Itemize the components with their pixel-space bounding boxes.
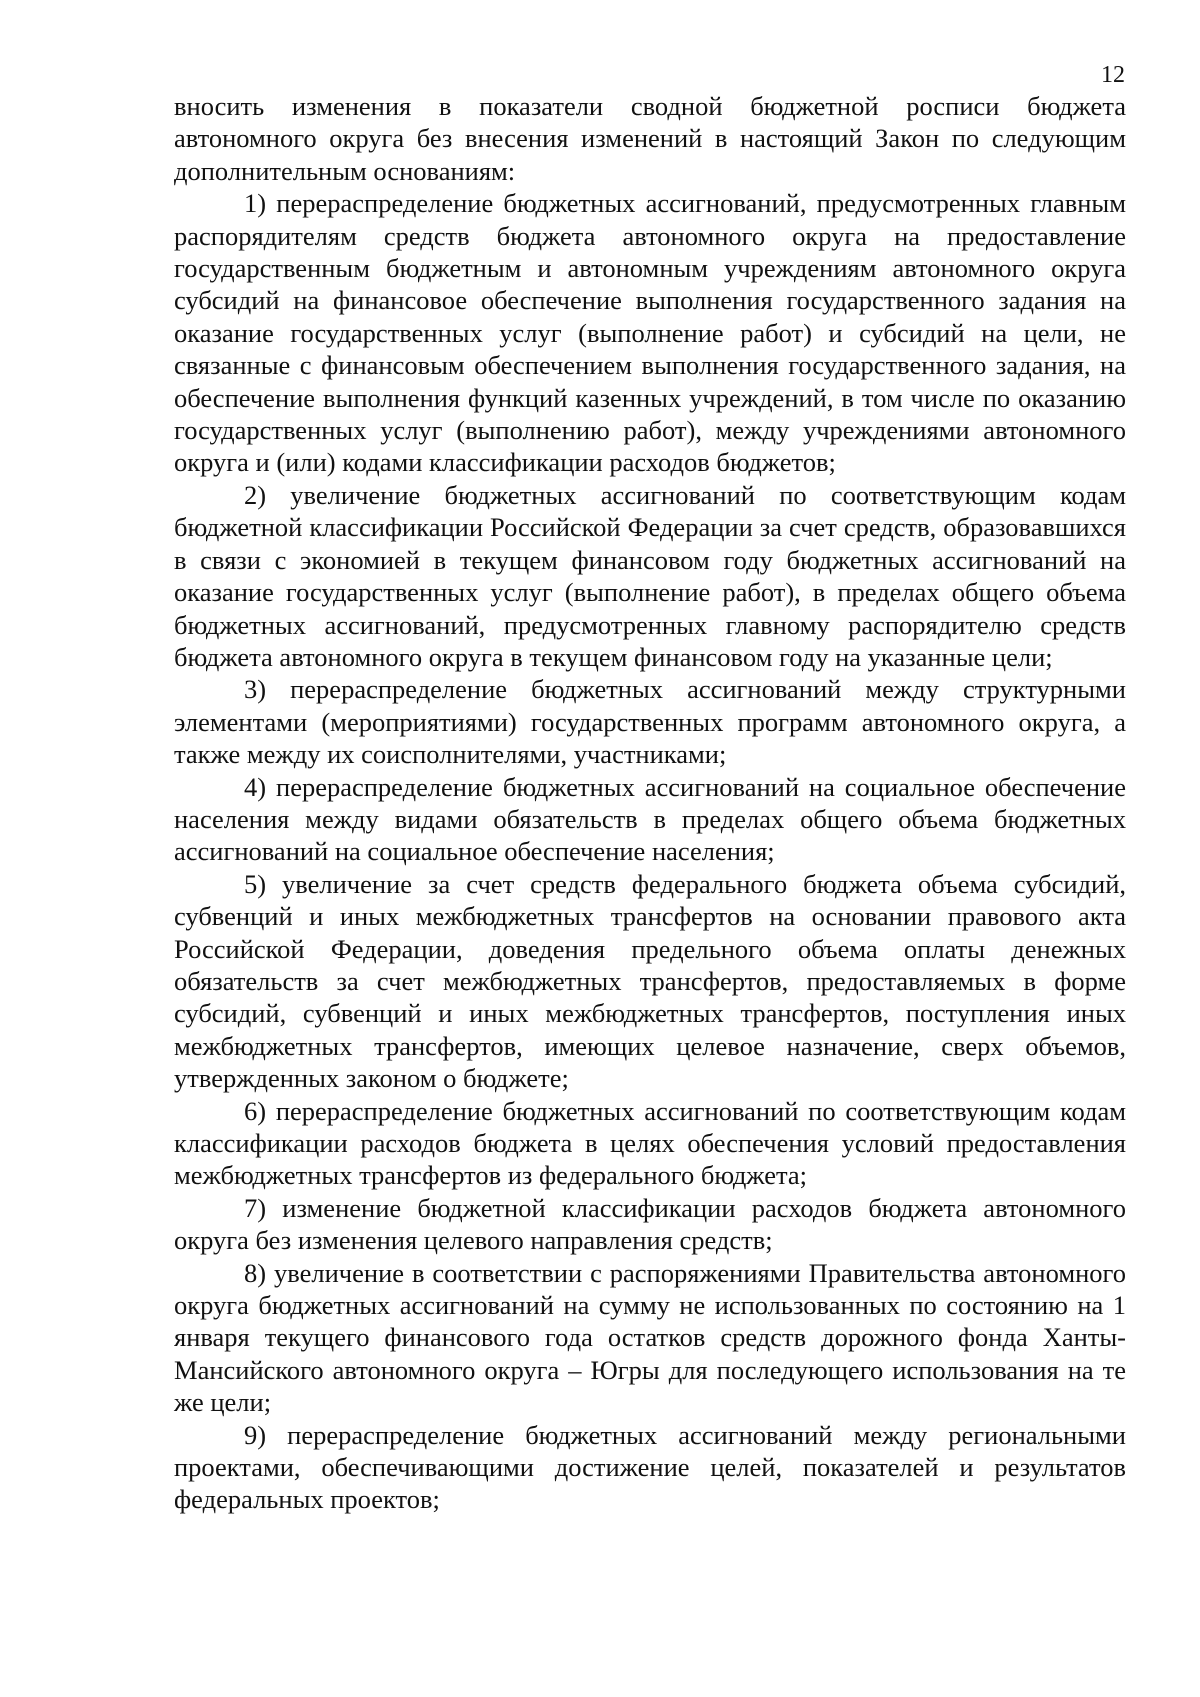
list-item-3: 3) перераспределение бюджетных ассигнований между структурными элементами (мероприятиями) государственных программ автономного округа, а также между их соисполнителями, участниками; bbox=[174, 674, 1126, 770]
list-item-8: 8) увеличение в соответствии с распоряжениями Правительства автономного округа бюджетных ассигнований на сумму не использованных по состоянию на 1 января текущего финансового года остатков средств дорожного фонда Ханты-Мансийского автономного округа – Югры для последующего использования на те же цели; bbox=[174, 1257, 1126, 1418]
list-item-7: 7) изменение бюджетной классификации расходов бюджета автономного округа без изменения целевого направления средств; bbox=[174, 1192, 1126, 1256]
list-item-5: 5) увеличение за счет средств федерального бюджета объема субсидий, субвенций и иных межбюджетных трансфертов на основании правового акта Российской Федерации, доведения предельного объема оплаты денежных обязательств за счет межбюджетных трансфертов, предоставляемых в форме субсидий, субвенций и иных межбюджетных трансфертов, поступления иных межбюджетных трансфертов, имеющих целевое назначение, сверх объемов, утвержденных законом о бюджете; bbox=[174, 868, 1126, 1094]
document-body bbox=[174, 90, 1126, 1516]
paragraph-intro: вносить изменения в показатели сводной бюджетной росписи бюджета автономного округа без внесения изменений в настоящий Закон по следующим дополнительным основаниям: bbox=[174, 91, 1126, 186]
list-item-9: 9) перераспределение бюджетных ассигнований между региональными проектами, обеспечивающими достижение целей, показателей и результатов федеральных проектов; bbox=[174, 1419, 1126, 1515]
list-item-2: 2) увеличение бюджетных ассигнований по соответствующим кодам бюджетной классификации Российской Федерации за счет средств, образовавшихся в связи с экономией в текущем финансовом году бюджетных ассигнований на оказание государственных услуг (выполнение работ), в пределах общего объема бюджетных ассигнований, предусмотренных главному распорядителю средств бюджета автономного округа в текущем финансовом году на указанные цели; bbox=[174, 479, 1126, 672]
list-item-4: 4) перераспределение бюджетных ассигнований на социальное обеспечение населения между видами обязательств в пределах общего объема бюджетных ассигнований на социальное обеспечение населения; bbox=[174, 771, 1126, 867]
page-number: 12 bbox=[1101, 62, 1125, 88]
list-item-1: 1) перераспределение бюджетных ассигнований, предусмотренных главным распорядителям средств бюджета автономного округа на предоставление государственным бюджетным и автономным учреждениям автономного округа субсидий на финансовое обеспечение выполнения государственного задания на оказание государственных услуг (выполнение работ) и субсидий на цели, не связанные с финансовым обеспечением выполнения государственного задания, на обеспечение выполнения функций казенных учреждений, в том числе по оказанию государственных услуг (выполнению работ), между учреждениями автономного округа и (или) кодами классификации расходов бюджетов; bbox=[174, 188, 1126, 478]
list-item-6: 6) перераспределение бюджетных ассигнований по соответствующим кодам классификации расходов бюджета в целях обеспечения условий предоставления межбюджетных трансфертов из федерального бюджета; bbox=[174, 1095, 1126, 1191]
